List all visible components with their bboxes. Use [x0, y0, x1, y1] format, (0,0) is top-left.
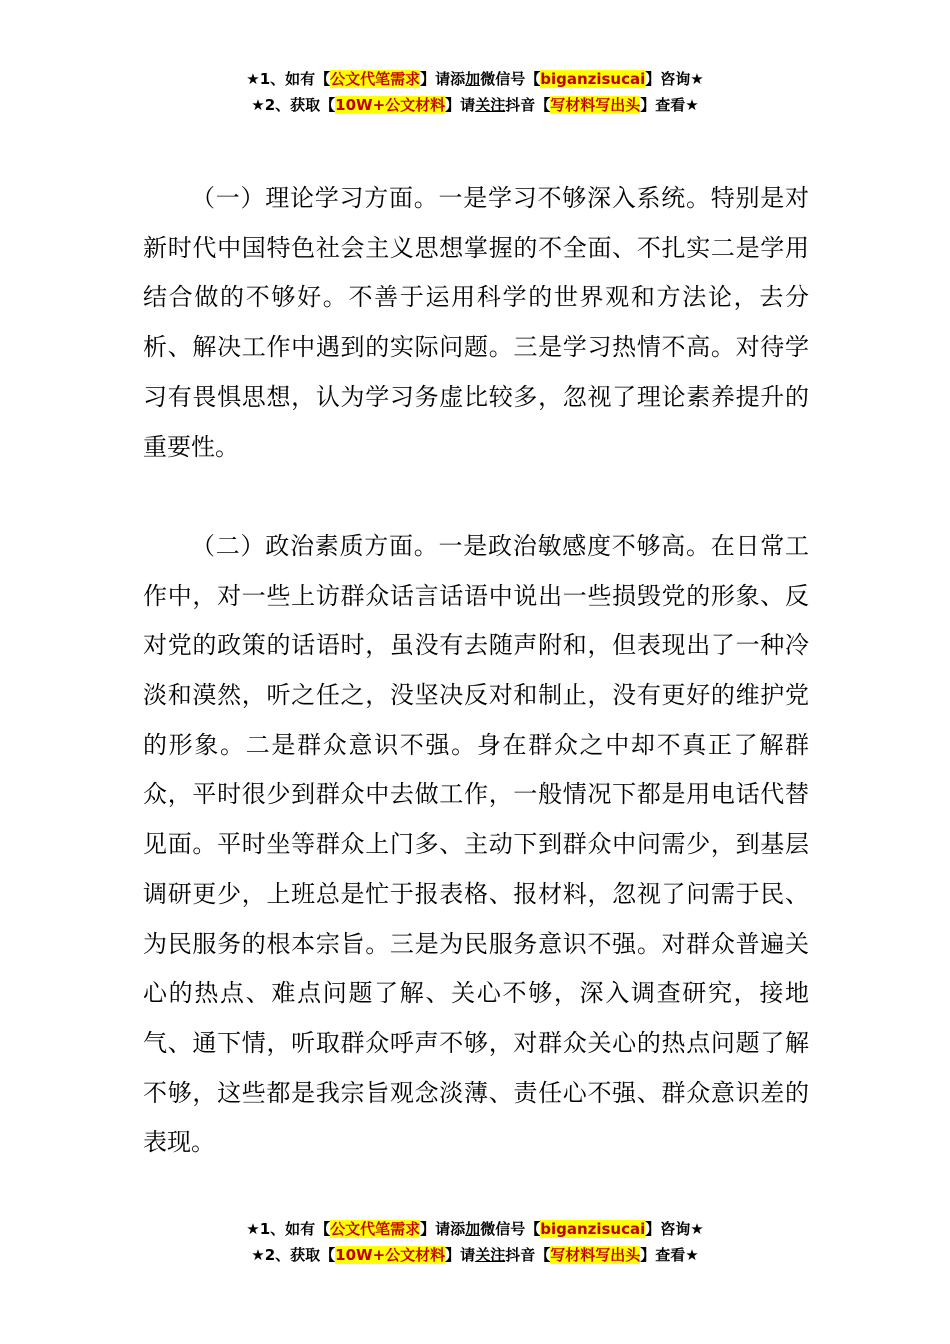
star-icon: ★	[690, 70, 704, 88]
document-body	[143, 174, 809, 1168]
banner-line-2	[0, 92, 950, 118]
highlight-wechat-id: biganzisucai	[540, 1220, 646, 1238]
star-icon: ★	[690, 1220, 704, 1238]
star-icon: ★	[246, 70, 260, 88]
header-banner	[0, 66, 950, 118]
highlight-wechat-id: biganzisucai	[540, 70, 646, 88]
highlight-service: 公文代笔需求	[330, 1220, 421, 1238]
banner-text: 1、如有【	[259, 1220, 331, 1238]
banner-text: 】查看	[640, 1246, 686, 1264]
banner-text: 】咨询	[645, 70, 691, 88]
highlight-douyin-account: 写材料写出头	[550, 1246, 641, 1264]
highlight-service: 公文代笔需求	[330, 70, 421, 88]
highlight-materials: 10W+公文材料	[335, 1246, 446, 1264]
banner-emphasis: 关注	[475, 1246, 506, 1264]
banner-emphasis: 关注	[475, 96, 506, 114]
highlight-materials: 10W+公文材料	[335, 96, 446, 114]
banner-text: 微信号【	[480, 1220, 541, 1238]
banner-text: 抖音【	[505, 1246, 551, 1264]
banner-text: 2、获取【	[264, 1246, 336, 1264]
banner-line-1	[0, 66, 950, 92]
star-icon: ★	[685, 1246, 699, 1264]
banner-text: 抖音【	[505, 96, 551, 114]
banner-text: 2、获取【	[264, 96, 336, 114]
banner-line-2	[0, 1242, 950, 1268]
star-icon: ★	[246, 1220, 260, 1238]
banner-line-1	[0, 1216, 950, 1242]
banner-text: 1、如有【	[259, 70, 331, 88]
banner-text: 】咨询	[645, 1220, 691, 1238]
banner-text: 】请	[445, 96, 476, 114]
banner-text: 】查看	[640, 96, 686, 114]
star-icon: ★	[251, 1246, 265, 1264]
star-icon: ★	[251, 96, 265, 114]
banner-text: 】请	[445, 1246, 476, 1264]
paragraph-theory-study: （一）理论学习方面。一是学习不够深入系统。特别是对新时代中国特色社会主义思想掌握的不全面、不扎实二是学用结合做的不够好。不善于运用科学的世界观和方法论，去分析、解决工作中遇到的实际问题。三是学习热情不高。对待学习有畏惧思想，认为学习务虚比较多，忽视了理论素养提升的重要性。	[143, 184, 809, 461]
banner-text: 微信号【	[480, 70, 541, 88]
highlight-douyin-account: 写材料写出头	[550, 96, 641, 114]
banner-emphasis: 加	[465, 70, 481, 88]
banner-emphasis: 加	[465, 1220, 481, 1238]
paragraph-political-quality: （二）政治素质方面。一是政治敏感度不够高。在日常工作中，对一些上访群众话言话语中说出一些损毁党的形象、反对党的政策的话语时，虽没有去随声附和，但表现出了一种冷淡和漠然，听之任之，没坚决反对和制止，没有更好的维护党的形象。二是群众意识不强。身在群众之中却不真正了解群众，平时很少到群众中去做工作，一般情况下都是用电话代替见面。平时坐等群众上门多、主动下到群众中问需少，到基层调研更少，上班总是忙于报表格、报材料，忽视了问需于民、为民服务的根本宗旨。三是为民服务意识不强。对群众普遍关心的热点、难点问题了解、关心不够，深入调查研究，接地气、通下情，听取群众呼声不够，对群众关心的热点问题了解不够，这些都是我宗旨观念淡薄、责任心不强、群众意识差的表现。	[143, 531, 809, 1157]
footer-banner	[0, 1216, 950, 1268]
star-icon: ★	[685, 96, 699, 114]
banner-text: 】请添	[420, 1220, 466, 1238]
banner-text: 】请添	[420, 70, 466, 88]
